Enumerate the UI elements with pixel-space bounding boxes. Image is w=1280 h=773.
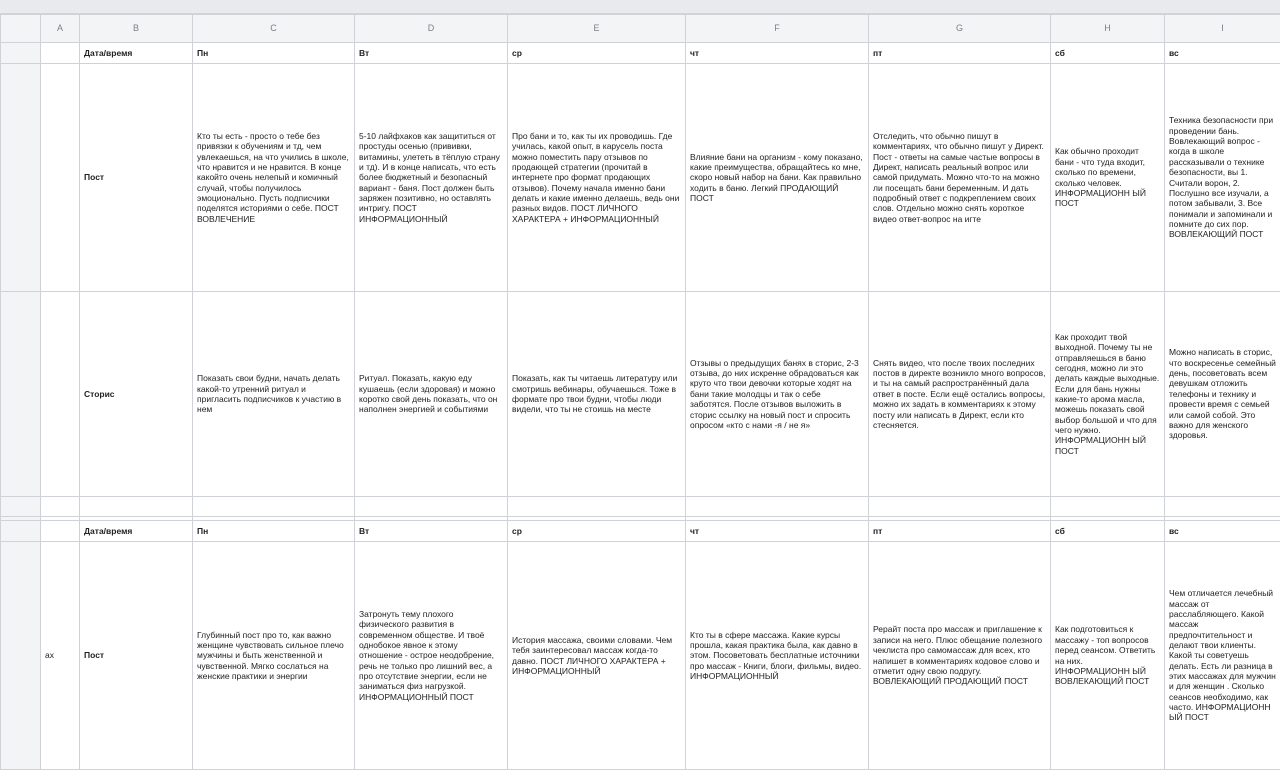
content-cell[interactable]: История массажа, своими словами. Чем тебя заинтересовал массаж когда-то давно. ПОСТ ЛИЧНОГО ХАРАКТЕРА + ИНФОРМАЦИОННЫЙ (508, 542, 686, 770)
content-cell[interactable]: 5-10 лайфхаков как защититься от простуды осенью (прививки, витамины, улететь в тёплую страну и тд). И в конце написать, что есть более бюджетный и безопасный вариант - баня. Пост должен быть заряжен позитивно, но оставлять интригу. ПОСТ ИНФОРМАЦИОННЫЙ (355, 64, 508, 292)
column-header-d[interactable]: D (355, 15, 508, 43)
column-header-b[interactable]: B (80, 15, 193, 43)
content-cell[interactable]: Отследить, что обычно пишут в комментариях, что обычно пишут у Директ. Пост - ответы на самые частые вопросы в Директ, написать реальный вопрос или самой придумать. Можно что-то на можно ли посещать бани беременным. И дать подробный ответ с подкреплением своих слов. Отдельно можно снять короткое видео ответ-вопрос на игте (869, 64, 1051, 292)
cell-day-sun[interactable]: вс (1165, 521, 1280, 542)
content-cell[interactable]: Можно написать в сторис, что воскресенье семейный день, посоветовать всем девушкам отложить телефоны и технику и провести время с семьей или самой собой. Это важно для женского здоровья. (1165, 292, 1280, 497)
row-cell[interactable] (1, 521, 41, 542)
content-cell[interactable]: Влияние бани на организм - кому показано, какие преимущества, обращайтесь ко мне, скоро новый набор на бани. Как правильно ходить в баню. Легкий ПРОДАЮЩИЙ ПОСТ (686, 64, 869, 292)
row-cell[interactable] (1, 43, 41, 64)
empty-cell[interactable] (1051, 497, 1165, 517)
cell-datetime[interactable]: Дата/время (80, 521, 193, 542)
content-cell[interactable]: Кто ты в сфере массажа. Какие курсы прошла, какая практика была, как давно в этом. Посоветовать бесплатные источники про массаж - Книги, блоги, фильмы, видео. ИНФОРМАЦИОННЫЙ (686, 542, 869, 770)
column-header-row (1, 15, 1280, 43)
content-cell[interactable]: Кто ты есть - просто о тебе без привязки к обучениям и тд, чем увлекаешься, на что учились в школе, что нравится и не нравится. В конце какойто очень нелепый и комичный случай, чтобы получилось эмоционально. Пусть подписчики поделятся историями о себе. ПОСТ ВОВЛЕЧЕНИЕ (193, 64, 355, 292)
toolbar-strip (0, 0, 1280, 14)
cell-day-sat[interactable]: сб (1051, 521, 1165, 542)
empty-cell[interactable] (686, 497, 869, 517)
cell-day-mon[interactable]: Пн (193, 43, 355, 64)
empty-cell[interactable] (869, 497, 1051, 517)
empty-cell[interactable] (1165, 497, 1280, 517)
post-row-2 (1, 542, 1280, 770)
cell-a[interactable] (41, 521, 80, 542)
column-header-a[interactable]: A (41, 15, 80, 43)
row-cell[interactable] (1, 64, 41, 292)
content-cell[interactable]: Про бани и то, как ты их проводишь. Где училась, какой опыт, в карусель поста можно поместить пару отзывов по продающей стратегии (прочитай в интернете про формат продающих отзывов). Почему начала именно бани делать и какие именно делаешь, ведь они разных видов. ПОСТ ЛИЧНОГО ХАРАКТЕРА + ИНФОРМАЦИОННЫЙ (508, 64, 686, 292)
cell-day-wed[interactable]: ср (508, 43, 686, 64)
content-cell[interactable]: Показать свои будни, начать делать какой-то утренний ритуал и пригласить подписчиков к участию в нем (193, 292, 355, 497)
content-cell[interactable]: Глубинный пост про то, как важно женщине чувствовать сильное плечо мужчины и быть женственной и чувственной. Мягко сослаться на женские практики и энергии (193, 542, 355, 770)
row-cell[interactable] (1, 292, 41, 497)
empty-cell[interactable] (508, 497, 686, 517)
empty-cell[interactable] (80, 497, 193, 517)
stories-row-1 (1, 292, 1280, 497)
content-cell[interactable]: Затронуть тему плохого физического развития в современном обществе. И твоё однобокое явное к этому отношение - острое неодобрение, речь не только про лишний вес, а про отсутствие энергии, если не заниматься физ нагрузкой. ИНФОРМАЦИОННЫЙ ПОСТ (355, 542, 508, 770)
empty-cell[interactable] (355, 497, 508, 517)
content-cell[interactable]: Как обычно проходит бани - что туда входит, сколько по времени, сколько человек. ИНФОРМАЦИОНН ЫЙ ПОСТ (1051, 64, 1165, 292)
cell-day-tue[interactable]: Вт (355, 43, 508, 64)
content-cell[interactable]: Рерайт поста про массаж и приглашение к записи на него. Плюс обещание полезного чеклиста про самомассаж для всех, кто напишет в комментариях кодовое слово и отметит одну свою подругу. ВОВЛЕКАЮЩИЙ ПРОДАЮЩИЙ ПОСТ (869, 542, 1051, 770)
column-header-c[interactable]: C (193, 15, 355, 43)
row-cell[interactable] (1, 542, 41, 770)
cell-a[interactable] (41, 64, 80, 292)
content-cell[interactable]: Отзывы о предыдущих банях в сторис, 2-3 отзыва, до них искренне обрадоваться как круто что твои девочки которые ходят на бани такие молодцы и так о себе заботятся. После отзывов выложить в сторис ссылку на новый пост и спросить опросом «кто с нами -я / не я» (686, 292, 869, 497)
row-label-post[interactable]: Пост (80, 542, 193, 770)
row-label-post[interactable]: Пост (80, 64, 193, 292)
row-label-stories[interactable]: Сторис (80, 292, 193, 497)
content-cell[interactable]: Чем отличается лечебный массаж от расслабляющего. Какой массаж предпочтительност и делают твои клиенты. Какой ты советуешь делать. Есть ли разница в этих массажах для мужчин и для женщин . Сколько сеансов необходимо, как часто. ИНФОРМАЦИОНН ЫЙ ПОСТ (1165, 542, 1280, 770)
empty-cell[interactable] (193, 497, 355, 517)
cell-day-mon[interactable]: Пн (193, 521, 355, 542)
content-cell[interactable]: Показать, как ты читаешь литературу или смотришь вебинары, обучаешься. Тоже в формате про твои будни, чтобы люди видели, что ты не стоишь на месте (508, 292, 686, 497)
content-cell[interactable]: Снять видео, что после твоих последних постов в директе возникло много вопросов, и ты на самый распространённый дала ответ в посте. Если ещё остались вопросы, можно их задать в комментариях к этому посту или написать в Директ, если кто стесняется. (869, 292, 1051, 497)
cell-day-thu[interactable]: чт (686, 43, 869, 64)
cell-day-thu[interactable]: чт (686, 521, 869, 542)
content-cell[interactable]: Ритуал. Показать, какую еду кушаешь (если здоровая) и можно коротко свой день показать, что он наполнен энергией и событиями (355, 292, 508, 497)
column-header-i[interactable]: I (1165, 15, 1280, 43)
cell-day-wed[interactable]: ср (508, 521, 686, 542)
cell-day-fri[interactable]: пт (869, 43, 1051, 64)
cell-a-section-label[interactable]: ах (41, 542, 80, 770)
cell-a[interactable] (41, 43, 80, 64)
column-header-e[interactable]: E (508, 15, 686, 43)
row-cell[interactable] (1, 497, 41, 517)
day-header-row-2 (1, 521, 1280, 542)
spreadsheet-grid (0, 14, 1280, 770)
cell-a[interactable] (41, 292, 80, 497)
empty-row (1, 497, 1280, 517)
content-cell[interactable]: Как подготовиться к массажу - топ вопросов перед сеансом. Ответить на них. ИНФОРМАЦИОНН ЫЙ ВОВЛЕКАЮЩИЙ ПОСТ (1051, 542, 1165, 770)
cell-day-sun[interactable]: вс (1165, 43, 1280, 64)
column-header-h[interactable]: H (1051, 15, 1165, 43)
cell-day-fri[interactable]: пт (869, 521, 1051, 542)
cell-day-tue[interactable]: Вт (355, 521, 508, 542)
content-cell[interactable]: Как проходит твой выходной. Почему ты не отправляешься в баню сегодня, можно ли это делать каждые выходные. Если для бань нужны какие-то арома масла, можешь показать свой выбор большой и что для чего нужно. ИНФОРМАЦИОНН ЫЙ ПОСТ (1051, 292, 1165, 497)
content-cell[interactable]: Техника безопасности при проведении бань. Вовлекающий вопрос - когда в школе рассказывали о технике безопасности, вы 1. Считали ворон, 2. Послушно все изучали, а потом забывали, 3. Все понимали и запоминали и помните до сих пор. ВОВЛЕКАЮЩИЙ ПОСТ (1165, 64, 1280, 292)
post-row-1 (1, 64, 1280, 292)
cell-day-sat[interactable]: сб (1051, 43, 1165, 64)
empty-cell[interactable] (41, 497, 80, 517)
cell-datetime[interactable]: Дата/время (80, 43, 193, 64)
column-header-g[interactable]: G (869, 15, 1051, 43)
grid-corner[interactable] (1, 15, 41, 43)
column-header-f[interactable]: F (686, 15, 869, 43)
day-header-row-1 (1, 43, 1280, 64)
